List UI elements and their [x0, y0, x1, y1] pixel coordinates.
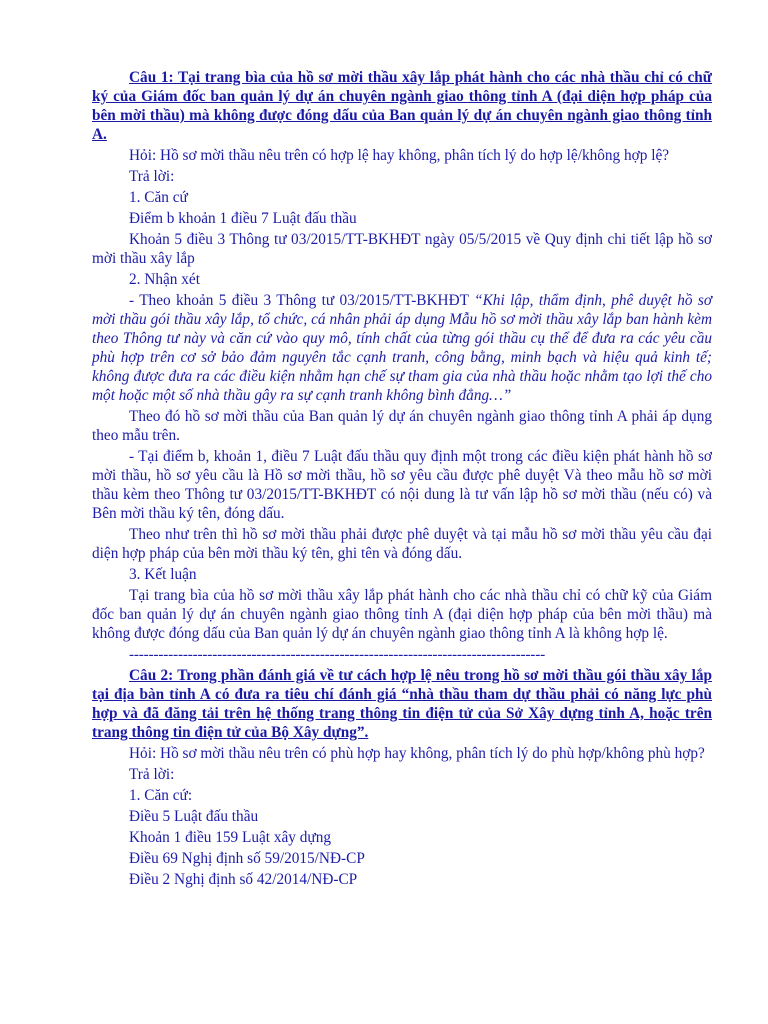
- question-2-ask: Hỏi: Hồ sơ mời thầu nêu trên có phù hợp hay không, phân tích lý do phù hợp/không phù hợp?: [129, 745, 705, 762]
- question-2-heading: Câu 2: Trong phần đánh giá về tư cách hợp lệ nêu trong hồ sơ mời thầu gói thầu xây lắp tại địa bàn tỉnh A có đưa ra tiêu chí đánh giá “nhà thầu tham dự thầu phải có năng lực phù hợp và đã đăng tải trên hệ thống trang thông tin điện tử của Sở Xây dựng tỉnh A, hoặc trên trang thông tin điện tử của Bộ Xây dựng”.: [92, 667, 712, 741]
- question-2-basis-heading: 1. Căn cứ:: [129, 787, 193, 804]
- section-separator: -------------------------------------------------------------------------------------: [129, 646, 545, 663]
- question-1-ask: Hỏi: Hồ sơ mời thầu nêu trên có hợp lệ hay không, phân tích lý do hợp lệ/không hợp lệ?: [129, 147, 670, 164]
- question-1-heading: Câu 1: Tại trang bìa của hồ sơ mời thầu xây lắp phát hành cho các nhà thầu chỉ có chữ ký của Giám đốc ban quản lý dự án chuyên ngành giao thông tỉnh A (đại diện hợp pháp của bên mời thầu) mà không được đóng dấu của Ban quản lý dự án chuyên ngành giao thông tỉnh A.: [92, 69, 712, 143]
- question-1-remark-paragraph: Theo đó hồ sơ mời thầu của Ban quản lý dự án chuyên ngành giao thông tỉnh A phải áp dụng theo mẫu trên.: [92, 408, 712, 444]
- question-1-remark-paragraph: Theo như trên thì hồ sơ mời thầu phải được phê duyệt và tại mẫu hồ sơ mời thầu yêu cầu đại diện hợp pháp của bên mời thầu ký tên, ghi tên và đóng dấu.: [92, 526, 712, 562]
- remark-lead-text: - Theo khoản 5 điều 3 Thông tư 03/2015/TT-BKHĐT: [129, 292, 475, 309]
- question-2-basis-item: Điều 5 Luật đấu thầu: [129, 808, 259, 825]
- question-2-basis-item: Điều 2 Nghị định số 42/2014/NĐ-CP: [129, 871, 358, 888]
- question-1-conclusion: Tại trang bìa của hồ sơ mời thầu xây lắp phát hành cho các nhà thầu chỉ có chữ kỹ của Giám đốc ban quản lý dự án chuyên ngành giao thông tỉnh A (đại diện hợp pháp của bên mời thầu) mà không được đóng dấu của Ban quản lý dự án chuyên ngành giao thông tỉnh A là không hợp lệ.: [92, 587, 712, 642]
- question-1-remark-quote-paragraph: [92, 291, 712, 405]
- question-1-conclusion-heading: 3. Kết luận: [129, 566, 197, 583]
- remark-quoted-text: “Khi lập, thẩm định, phê duyệt hồ sơ mời thầu gói thầu xây lắp, tổ chức, cá nhân phải áp dụng Mẫu hồ sơ mời thầu xây lắp ban hành kèm theo Thông tư này và căn cứ vào quy mô, tính chất của từng gói thầu cụ thể để đưa ra các yêu cầu phù hợp trên cơ sở bảo đảm nguyên tắc cạnh tranh, công bằng, minh bạch và hiệu quả kinh tế; không được đưa ra các điều kiện nhằm hạn chế sự tham gia của nhà thầu hoặc nhằm tạo lợi thế cho một hoặc một số nhà thầu gây ra sự cạnh tranh không bình đẳng…”: [92, 292, 712, 404]
- question-1-remark-paragraph: - Tại điểm b, khoản 1, điều 7 Luật đấu thầu quy định một trong các điều kiện phát hành hồ sơ mời thầu, hồ sơ yêu cầu là Hồ sơ mời thầu, hồ sơ yêu cầu được phê duyệt Và theo mẫu hồ sơ mời thầu kèm theo Thông tư 03/2015/TT-BKHĐT có nội dung là tư vấn lập hồ sơ mời thầu (nếu có) và Bên mời thầu ký tên, đóng dấu.: [92, 448, 712, 522]
- question-1-answer-label: Trả lời:: [129, 168, 175, 185]
- question-1-basis-item: Điểm b khoản 1 điều 7 Luật đấu thầu: [129, 210, 357, 227]
- question-1-remark-heading: 2. Nhận xét: [129, 271, 200, 288]
- question-2-answer-label: Trả lời:: [129, 766, 175, 783]
- question-1-basis-heading: 1. Căn cứ: [129, 189, 188, 206]
- question-1-basis-item: Khoản 5 điều 3 Thông tư 03/2015/TT-BKHĐT ngày 05/5/2015 về Quy định chi tiết lập hồ sơ mời thầu xây lắp: [92, 231, 712, 267]
- question-2-basis-item: Điều 69 Nghị định số 59/2015/NĐ-CP: [129, 850, 365, 867]
- document-page: [92, 68, 712, 891]
- question-2-basis-item: Khoản 1 điều 159 Luật xây dựng: [129, 829, 332, 846]
